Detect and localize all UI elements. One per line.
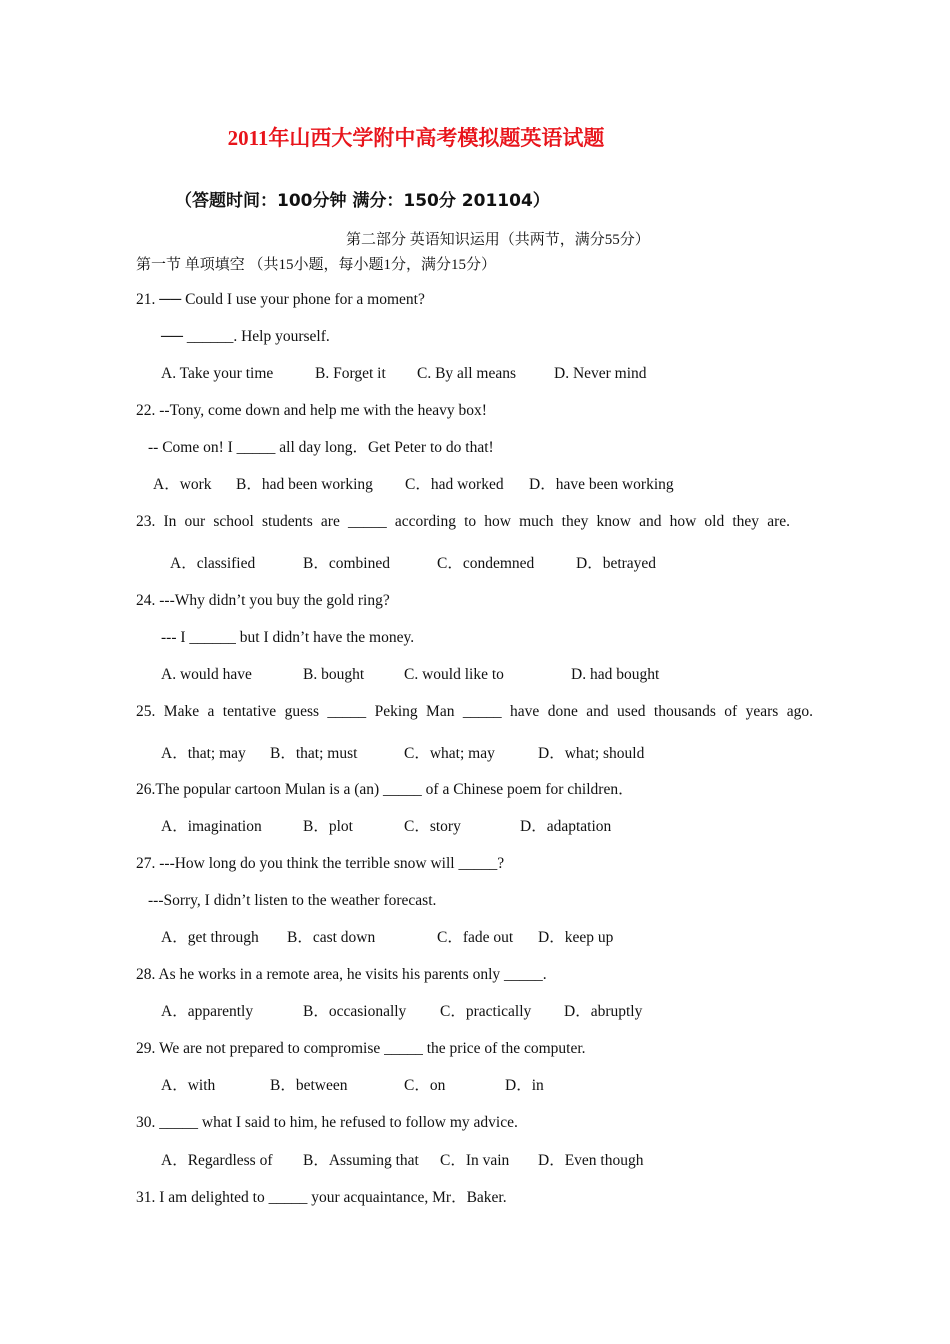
option-26-d[interactable]: D．adaptation [520, 818, 612, 835]
option-22-d[interactable]: D．have been working [529, 476, 674, 493]
option-25-c[interactable]: C．what; may [404, 745, 495, 762]
option-28-c[interactable]: C．practically [440, 1003, 532, 1020]
question-24: 24. ---Why didn’t you buy the gold ring? [136, 592, 390, 609]
question-22: 22. --Tony, come down and help me with the heavy box! [136, 402, 487, 419]
question-23: 23. In our school students are _____ according to how much they know and how old they are. [136, 513, 790, 530]
option-30-c[interactable]: C．In vain [440, 1152, 510, 1169]
option-23-c[interactable]: C．condemned [437, 555, 535, 572]
question-31: 31. I am delighted to _____ your acquaintance, Mr．Baker. [136, 1189, 507, 1206]
page-title: 2011年山西大学附中高考模拟题英语试题 [227, 126, 605, 150]
option-28-a[interactable]: A．apparently [161, 1003, 254, 1020]
answer-line-27: ---Sorry, I didn’t listen to the weather forecast. [148, 892, 437, 909]
option-23-d[interactable]: D．betrayed [576, 555, 657, 572]
option-23-a[interactable]: A．classified [170, 555, 256, 572]
option-29-b[interactable]: B．between [270, 1077, 348, 1094]
option-21-b[interactable]: B. Forget it [315, 365, 386, 382]
exam-info: （答题时间：100分钟 满分：150分 201104） [175, 191, 550, 211]
question-29: 29. We are not prepared to compromise _____ the price of the computer. [136, 1040, 586, 1057]
option-25-d[interactable]: D．what; should [538, 745, 645, 762]
option-22-c[interactable]: C．had worked [405, 476, 504, 493]
section-heading: 第一节 单项填空 （共15小题，每小题1分，满分15分） [136, 257, 497, 273]
option-24-d[interactable]: D. had bought [571, 666, 660, 683]
option-26-c[interactable]: C．story [404, 818, 461, 835]
option-25-a[interactable]: A．that; may [161, 745, 246, 762]
question-28: 28. As he works in a remote area, he visits his parents only _____. [136, 966, 547, 983]
option-26-a[interactable]: A．imagination [161, 818, 262, 835]
option-28-d[interactable]: D．abruptly [564, 1003, 643, 1020]
option-27-d[interactable]: D．keep up [538, 929, 614, 946]
option-29-a[interactable]: A．with [161, 1077, 216, 1094]
answer-line-22: -- Come on! I _____ all day long．Get Peter to do that! [148, 439, 494, 456]
option-30-d[interactable]: D．Even though [538, 1152, 644, 1169]
question-25: 25. Make a tentative guess _____ Peking Man _____ have done and used thousands of years ago. [136, 703, 813, 720]
option-25-b[interactable]: B．that; must [270, 745, 358, 762]
option-26-b[interactable]: B．plot [303, 818, 353, 835]
option-27-b[interactable]: B．cast down [287, 929, 376, 946]
answer-line-21: ── ______. Help yourself. [161, 328, 330, 345]
option-29-c[interactable]: C．on [404, 1077, 446, 1094]
option-21-c[interactable]: C. By all means [417, 365, 517, 382]
option-23-b[interactable]: B．combined [303, 555, 390, 572]
question-21: 21. ── Could I use your phone for a moment? [136, 291, 425, 308]
question-26: 26.The popular cartoon Mulan is a (an) _____ of a Chinese poem for children． [136, 781, 634, 798]
option-27-c[interactable]: C．fade out [437, 929, 514, 946]
question-30: 30. _____ what I said to him, he refused to follow my advice. [136, 1114, 518, 1131]
option-21-d[interactable]: D. Never mind [554, 365, 647, 382]
option-24-a[interactable]: A. would have [161, 666, 252, 683]
option-24-b[interactable]: B. bought [303, 666, 365, 683]
part-heading: 第二部分 英语知识运用（共两节，满分55分） [346, 232, 650, 248]
option-30-b[interactable]: B．Assuming that [303, 1152, 419, 1169]
option-30-a[interactable]: A．Regardless of [161, 1152, 273, 1169]
question-27: 27. ---How long do you think the terrible snow will _____? [136, 855, 505, 872]
option-21-a[interactable]: A. Take your time [161, 365, 274, 382]
option-22-b[interactable]: B．had been working [236, 476, 373, 493]
option-29-d[interactable]: D．in [505, 1077, 544, 1094]
option-22-a[interactable]: A．work [153, 476, 212, 493]
option-24-c[interactable]: C. would like to [404, 666, 504, 683]
answer-line-24: --- I ______ but I didn’t have the money. [161, 629, 415, 646]
option-27-a[interactable]: A．get through [161, 929, 259, 946]
option-28-b[interactable]: B．occasionally [303, 1003, 407, 1020]
